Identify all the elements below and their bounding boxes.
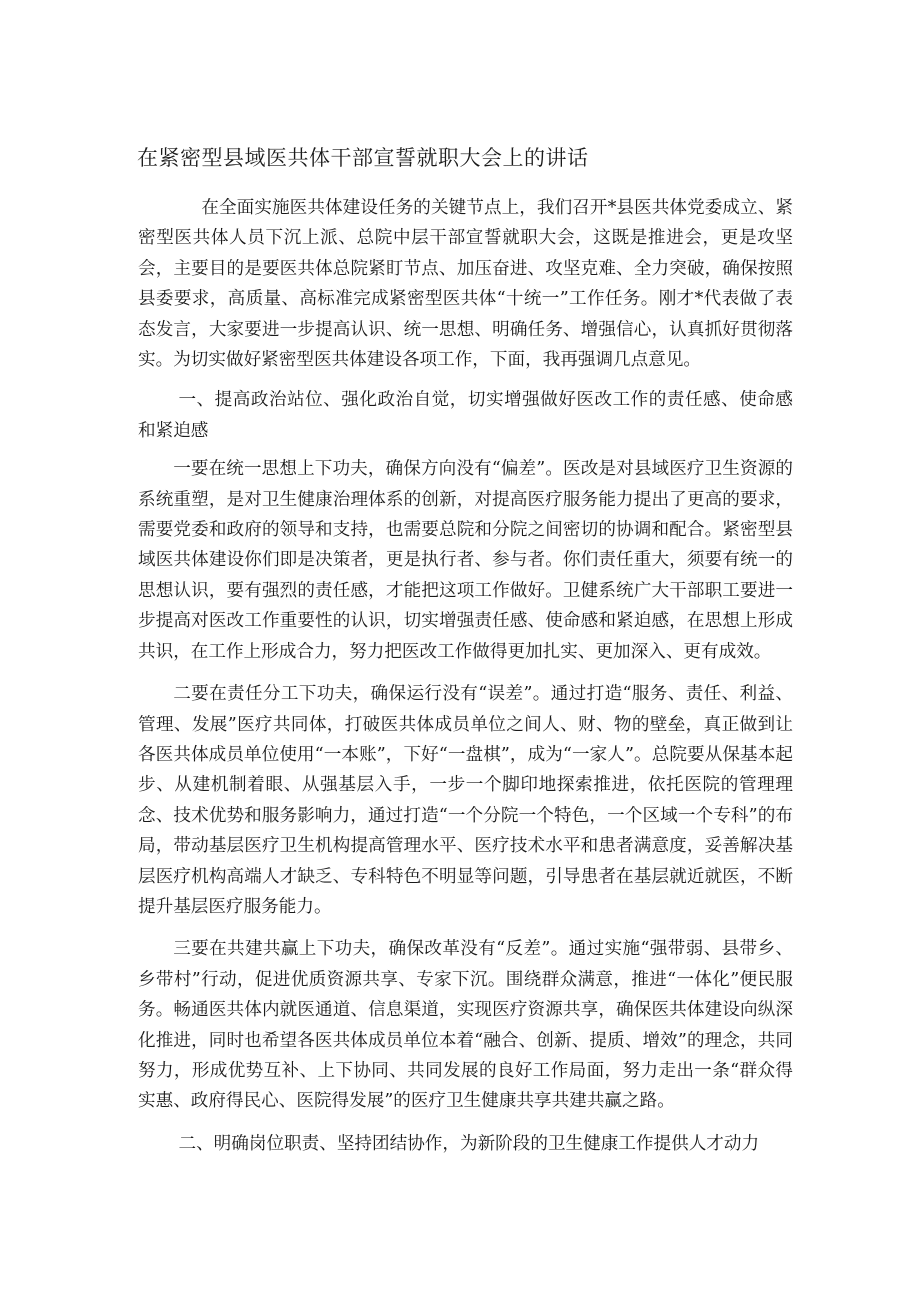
section-1-paragraph-2: 二要在责任分工下功夫，确保运行没有“误差”。通过打造“服务、责任、利益、管理、发展”医疗共同体，打破医共体成员单位之间人、财、物的壁垒，真正做到让各医共体成员单位使用“一本账”，下好“一盘棋”，成为“一家人”。总院要从保基本起步、从建机制着眼、从强基层入手，一步一个脚印地探索推进，依托医院的管理理念、技术优势和服务影响力，通过打造“一个分院一个特色，一个区域一个专科”的布局，带动基层医疗卫生机构提高管理水平、医疗技术水平和患者满意度，妥善解决基层医疗机构高端人才缺乏、专科特色不明显等问题，引导患者在基层就近就医，不断提升基层医疗服务能力。 bbox=[138, 684, 793, 917]
section-2-heading: 二、明确岗位职责、坚持团结协作，为新阶段的卫生健康工作提供人才动力 bbox=[178, 1133, 760, 1154]
section-1-paragraph-1: 一要在统一思想上下功夫，确保方向没有“偏差”。医改是对县域医疗卫生资源的系统重塑，是对卫生健康治理体系的创新，对提高医疗服务能力提出了更高的要求，需要党委和政府的领导和支持，也需要总院和分院之间密切的协调和配合。紧密型县域医共体建设你们即是决策者，更是执行者、参与者。你们责任重大，须要有统一的思想认识，要有强烈的责任感，才能把这项工作做好。卫健系统广大干部职工要进一步提高对医改工作重要性的认识，切实增强责任感、使命感和紧迫感，在思想上形成共识，在工作上形成合力，努力把医改工作做得更加扎实、更加深入、更有成效。 bbox=[138, 459, 793, 662]
document-body bbox=[138, 193, 793, 1159]
section-1-heading: 一、提高政治站位、强化政治自觉，切实增强做好医改工作的责任感、使命感和紧迫感 bbox=[138, 390, 793, 441]
section-1-paragraph-3: 三要在共建共赢上下功夫，确保改革没有“反差”。通过实施“强带弱、县带乡、乡带村”行动，促进优质资源共享、专家下沉。围绕群众满意，推进“一体化”便民服务。畅通医共体内就医通道、信息渠道，实现医疗资源共享，确保医共体建设向纵深化推进，同时也希望各医共体成员单位本着“融合、创新、提质、增效”的理念，共同努力，形成优势互补、上下协同、共同发展的良好工作局面，努力走出一条“群众得实惠、政府得民心、医院得发展”的医疗卫生健康共享共建共赢之路。 bbox=[138, 939, 793, 1112]
document-title: 在紧密型县域医共体干部宣誓就职大会上的讲话 bbox=[137, 146, 589, 170]
intro-paragraph: 在全面实施医共体建设任务的关键节点上，我们召开*县医共体党委成立、紧密型医共体人员下沉上派、总院中层干部宣誓就职大会，这既是推进会，更是攻坚会，主要目的是要医共体总院紧盯节点、加压奋进、攻坚克难、全力突破，确保按照县委要求，高质量、高标准完成紧密型医共体“十统一”工作任务。刚才*代表做了表态发言，大家要进一步提高认识、统一思想、明确任务、增强信心，认真抓好贯彻落实。为切实做好紧密型医共体建设各项工作，下面，我再强调几点意见。 bbox=[138, 198, 793, 371]
